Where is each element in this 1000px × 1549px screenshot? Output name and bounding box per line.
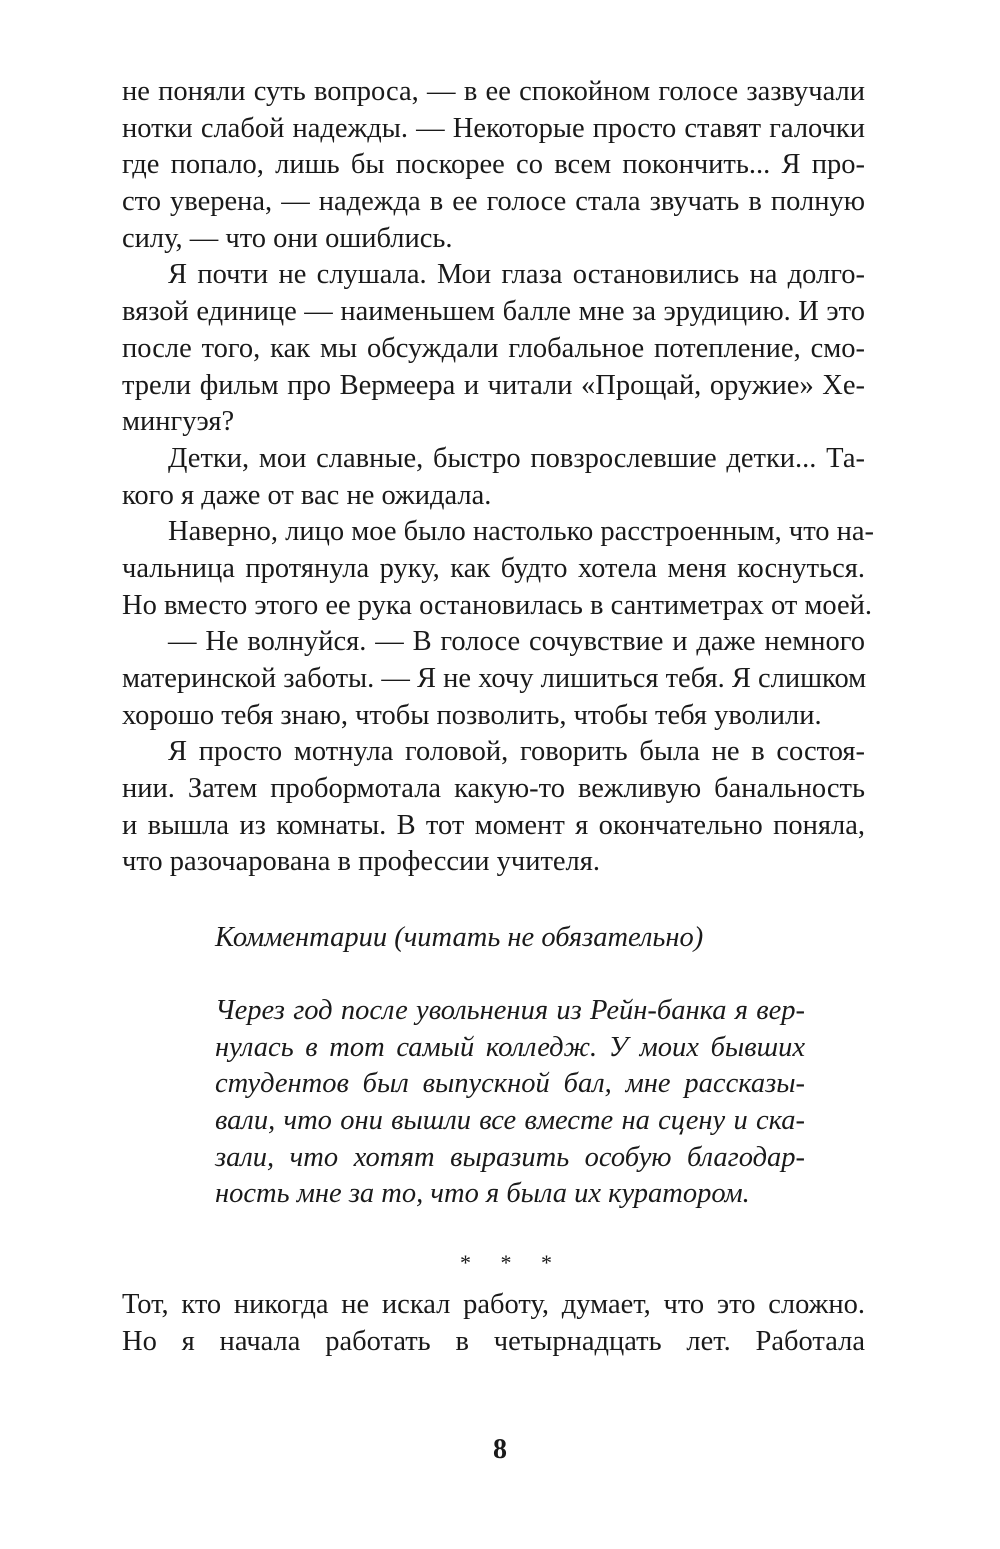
comment-line: зали, что хотят выразить особую благодар- <box>215 1141 805 1173</box>
text-line: Тот, кто никогда не искал работу, думает, что это сложно. <box>122 1289 865 1320</box>
comment-line: вали, что они вышли все вместе на сцену и ска- <box>215 1105 805 1137</box>
text-line: Наверно, лицо мое было настолько расстроенным, что на- <box>168 516 875 548</box>
text-line: Но вместо этого ее рука остановилась в сантиметрах от моей. <box>122 589 873 621</box>
text-line: силу, — что они ошиблись. <box>122 222 453 254</box>
text-line: сто уверена, — надежда в ее голосе стала звучать в полную <box>122 186 865 218</box>
text-line: вязой единице — наименьшем балле мне за эрудицию. И это <box>122 296 865 328</box>
text-line: материнской заботы. — Я не хочу лишиться тебя. Я слишком <box>122 663 867 694</box>
text-line: трели фильм про Вермеера и читали «Прощай, оружие» Хе- <box>122 369 865 401</box>
text-line: хорошо тебя знаю, чтобы позволить, чтобы тебя уволили. <box>122 699 822 731</box>
continued-text <box>122 1287 865 1360</box>
comment-line: Через год после увольнения из Рейн-банка я вер- <box>215 995 805 1026</box>
comment-line: нулась в тот самый колледж. У моих бывших <box>215 1031 805 1063</box>
text-line: где попало, лишь бы поскорее со всем покончить... Я про- <box>122 149 865 181</box>
comment-block <box>215 993 805 1213</box>
text-line: нотки слабой надежды. — Некоторые просто ставят галочки <box>122 112 865 144</box>
section-separator: * * * <box>460 1250 564 1275</box>
text-line: Я просто мотнула головой, говорить была не в состоя- <box>168 736 865 768</box>
text-line: кого я даже от вас не ожидала. <box>122 479 492 511</box>
text-line: мингуэя? <box>122 406 235 438</box>
comment-line: ность мне за то, что я была их куратором. <box>215 1178 750 1210</box>
text-line: Детки, мои славные, быстро повзрослевшие детки... Та- <box>168 442 865 474</box>
text-line: нии. Затем пробормотала какую-то вежливую банальность <box>122 773 865 805</box>
text-line: — Не волнуйся. — В голосе сочувствие и даже немного <box>168 626 865 658</box>
comment-line: студентов был выпускной бал, мне рассказы- <box>215 1068 805 1100</box>
text-line: и вышла из комнаты. В тот момент я окончательно поняла, <box>122 809 865 841</box>
page-number: 8 <box>493 1434 507 1465</box>
text-line: Я почти не слушала. Мои глаза остановились на долго- <box>168 259 865 291</box>
text-line: после того, как мы обсуждали глобальное потепление, смо- <box>122 332 865 364</box>
comment-heading: Комментарии (читать не обязательно) <box>215 922 704 953</box>
text-line: не поняли суть вопроса, — в ее спокойном голосе зазвучали <box>122 76 865 107</box>
text-line: что разочарована в профессии учителя. <box>122 846 601 878</box>
main-text <box>122 74 875 881</box>
text-line: Но я начала работать в четырнадцать лет. Работала <box>122 1325 865 1357</box>
text-line: чальница протянула руку, как будто хотела меня коснуться. <box>122 552 865 584</box>
